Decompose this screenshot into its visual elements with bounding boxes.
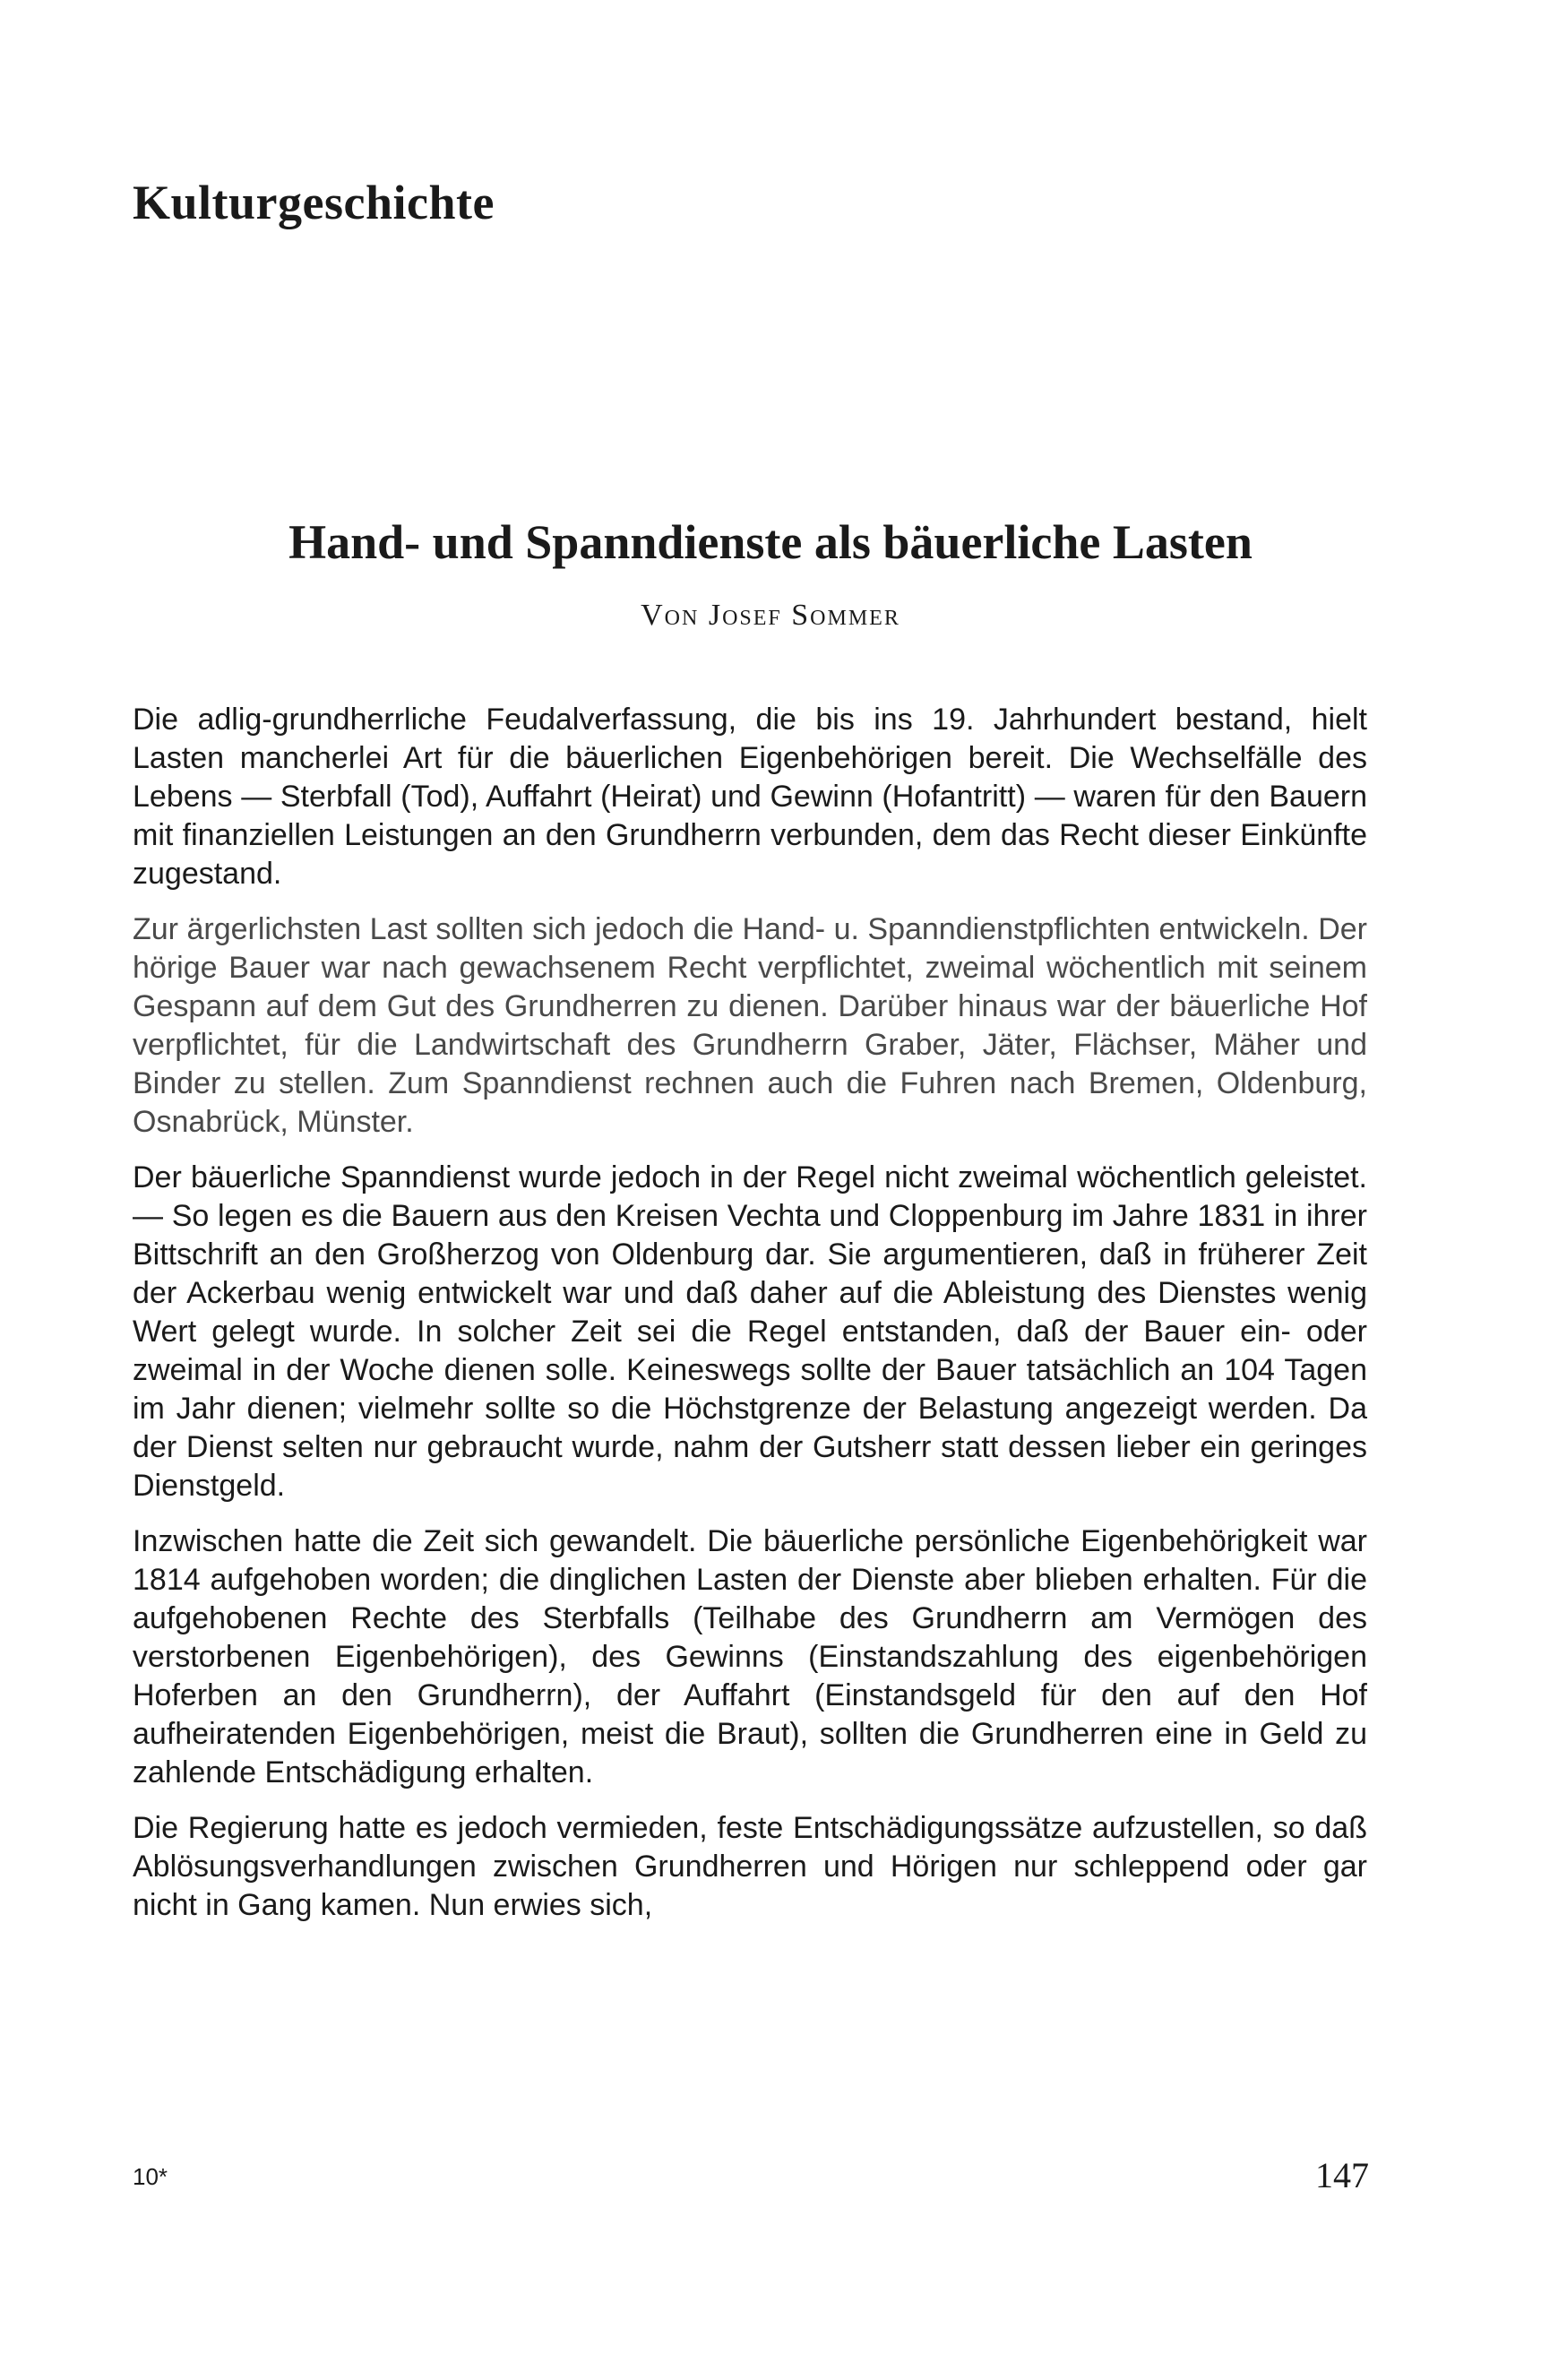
paragraph-1: Die adlig-grundherrliche Feudalverfassung, die bis ins 19. Jahrhundert bestand, hielt Lasten mancherlei Art für die bäuerlichen Eigenbehörigen bereit. Die Wechselfälle des Lebens — Sterbfall (Tod), Auffahrt (Heirat) und Gewinn (Hofantritt) — waren für den Bauern mit finanziellen Leistungen an den Grundherrn verbunden, dem das Recht dieser Einkünfte zugestand. — [133, 703, 1367, 891]
section-title: Kulturgeschichte — [133, 176, 495, 229]
article-title: Hand- und Spanndienste als bäuerliche Lasten — [288, 515, 1253, 569]
paragraph-5: Die Regierung hatte es jedoch vermieden, feste Entschädigungssätze aufzustellen, so daß Ablösungsverhandlungen zwischen Grundherren und Hörigen nur schleppend oder gar nicht in Gang kamen. Nun erwies sich, — [133, 1811, 1367, 1922]
article-byline: Von Josef Sommer — [641, 599, 900, 632]
page-number: 147 — [1315, 2155, 1369, 2195]
signature-mark: 10* — [133, 2163, 168, 2190]
paragraph-4: Inzwischen hatte die Zeit sich gewandelt. Die bäuerliche persönliche Eigenbehörigkeit war 1814 aufgehoben worden; die dinglichen Lasten der Dienste aber blieben erhalten. Für die aufgehobenen Rechte des Sterbfalls (Teilhabe des Grundherrn am Vermögen des verstorbenen Eigenbehörigen), des Gewinns (Einstandszahlung des eigenbehörigen Hoferben an den Grundherrn), der Auffahrt (Einstandsgeld für den auf den Hof aufheiratenden Eigenbehörigen, meist die Braut), sollten die Grundherren eine in Geld zu zahlende Entschädigung erhalten. — [133, 1524, 1367, 1789]
paragraph-3: Der bäuerliche Spanndienst wurde jedoch in der Regel nicht zweimal wöchentlich geleistet. — So legen es die Bauern aus den Kreisen Vechta und Cloppenburg im Jahre 1831 in ihrer Bittschrift an den Großherzog von Oldenburg dar. Sie argumentieren, daß in früherer Zeit der Ackerbau wenig entwickelt war und daß daher auf die Ableistung des Dienstes wenig Wert gelegt wurde. In solcher Zeit sei die Regel entstanden, daß der Bauer ein- oder zweimal in der Woche dienen solle. Keineswegs sollte der Bauer tatsächlich an 104 Tagen im Jahr dienen; vielmehr sollte so die Höchstgrenze der Belastung angezeigt werden. Da der Dienst selten nur gebraucht wurde, nahm der Gutsherr statt dessen lieber ein geringes Dienstgeld. — [133, 1160, 1367, 1503]
paragraph-2: Zur ärgerlichsten Last sollten sich jedoch die Hand- u. Spanndienstpflichten entwickeln. Der hörige Bauer war nach gewachsenem Recht verpflichtet, zweimal wöchentlich mit seinem Gespann auf dem Gut des Grundherren zu dienen. Darüber hinaus war der bäuerliche Hof verpflichtet, für die Landwirtschaft des Grundherrn Graber, Jäter, Flächser, Mäher und Binder zu stellen. Zum Spanndienst rechnen auch die Fuhren nach Bremen, Oldenburg, Osnabrück, Münster. — [133, 912, 1367, 1139]
article-body — [133, 701, 1367, 1942]
